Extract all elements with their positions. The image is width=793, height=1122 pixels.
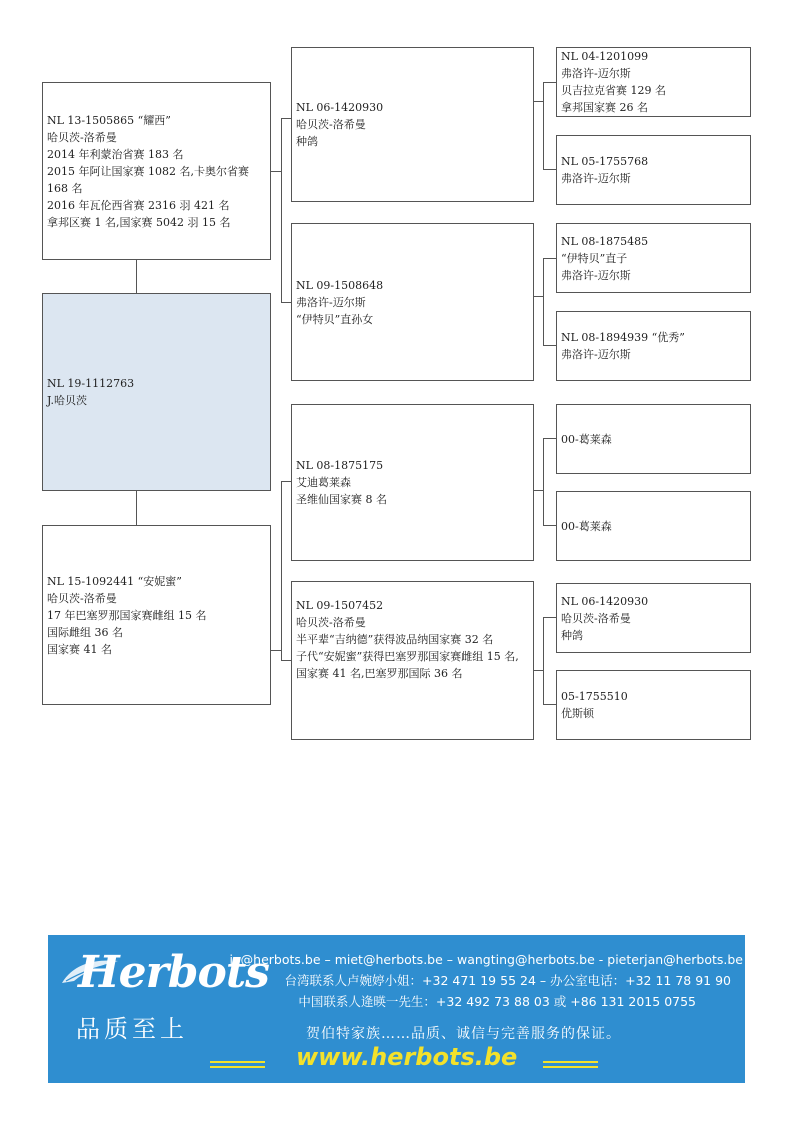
contact-block (228, 949, 743, 1012)
pedigree-box-dd-sire (556, 583, 751, 653)
breeder: 弗洛许-迈尔斯 (296, 295, 366, 309)
ring-number: NL 05-1755768 (561, 155, 649, 168)
result: 国际雌组 36 名 (47, 625, 123, 639)
pedigree-box-ds-sire (556, 404, 751, 474)
connector (533, 670, 543, 671)
connector (543, 525, 556, 526)
connector (136, 260, 137, 293)
note: “伊特贝”直子 (561, 251, 628, 265)
result: 2015 年阿让国家赛 1082 名,卡奥尔省赛 168 名 (47, 164, 249, 195)
connector (136, 491, 137, 525)
connector (543, 704, 556, 705)
connector (281, 118, 282, 303)
ring-number: 00-葛莱森 (561, 432, 612, 446)
pedigree-box-sire-sire (291, 47, 534, 202)
breeder: 弗洛许-迈尔斯 (561, 348, 631, 361)
result: 17 年巴塞罗那国家赛雌组 15 名 (47, 608, 207, 622)
connector (270, 650, 281, 651)
breeder: 哈贝茨-洛希曼 (47, 591, 117, 605)
breeder: 哈贝茨-洛希曼 (296, 616, 366, 629)
connector (543, 617, 544, 705)
note: 种鸽 (296, 135, 318, 148)
ring-number: NL 06-1420930 (561, 594, 649, 608)
breeder: 弗洛许-迈尔斯 (561, 268, 631, 282)
ring-number: NL 06-1420930 (296, 101, 384, 114)
connector (543, 169, 556, 170)
pedigree-box-ss-sire (556, 47, 751, 117)
pedigree-box-sire (42, 82, 271, 260)
result: 拿邦区赛 1 名,国家赛 5042 羽 15 名 (47, 215, 231, 229)
breeder: 哈贝茨-洛希曼 (561, 611, 631, 625)
connector (543, 345, 556, 346)
connector (281, 118, 291, 119)
connector (270, 171, 281, 172)
herbots-logo: Herbots (78, 947, 269, 998)
pedigree-box-sd-sire (556, 223, 751, 293)
breeder: 哈贝茨-洛希曼 (47, 130, 117, 144)
ring-number: NL 04-1201099 (561, 50, 649, 63)
connector (533, 490, 543, 491)
pedigree-box-ss-dam (556, 135, 751, 205)
result: 2014 年利蒙治省赛 183 名 (47, 147, 184, 161)
connector (543, 438, 556, 439)
pedigree-box-sd-dam (556, 311, 751, 381)
slogan: 品质至上 (76, 1015, 188, 1043)
pedigree-box-ds-dam (556, 491, 751, 561)
note: 半平辈“吉纳德”获得波品纳国家赛 32 名 (296, 633, 494, 646)
connector (533, 101, 543, 102)
connector (543, 617, 556, 618)
connector (281, 660, 291, 661)
connector (281, 302, 291, 303)
pedigree-box-dam-sire (291, 404, 534, 561)
ring-number: NL 09-1507452 (296, 599, 384, 612)
result: 2016 年瓦伦西省赛 2316 羽 421 名 (47, 198, 230, 212)
pedigree-box-sire-dam (291, 223, 534, 381)
owner: J.哈贝茨 (47, 394, 88, 407)
ring-number: NL 08-1875485 (561, 234, 649, 248)
note: “伊特贝”直孙女 (296, 312, 374, 326)
contact-china: 中国联系人逄暎一先生：+32 492 73 88 03 或 +86 131 2015 0755 (298, 994, 696, 1009)
decorative-line-left (210, 1061, 265, 1063)
note: 种鸽 (561, 628, 583, 642)
ring-number: NL 08-1875175 (296, 459, 384, 472)
decorative-line-right (543, 1066, 598, 1068)
breeder: 优斯顿 (561, 707, 594, 720)
contact-emails[interactable]: jo@herbots.be – miet@herbots.be – wangting@herbots.be - pieterjan@herbots.be (229, 952, 743, 967)
pedigree-box-dam (42, 525, 271, 705)
website-link[interactable]: www.herbots.be (296, 1043, 518, 1071)
breeder: 哈贝茨-洛希曼 (296, 118, 366, 131)
result: 圣维仙国家赛 8 名 (296, 493, 387, 506)
tagline: 贺伯特家族……品质、诚信与完善服务的保证。 (306, 1026, 621, 1042)
connector (543, 258, 556, 259)
pedigree-box-dam-dam (291, 581, 534, 740)
ring-number: NL 13-1505865 “耀西” (47, 113, 171, 127)
breeder: 弗洛许-迈尔斯 (561, 172, 631, 185)
ring-number: NL 09-1508648 (296, 278, 384, 292)
ring-number: NL 15-1092441 “安妮蜜” (47, 574, 182, 588)
connector (281, 481, 291, 482)
connector (543, 82, 556, 83)
pedigree-box-dd-dam (556, 670, 751, 740)
result: 贝吉拉克省赛 129 名 (561, 84, 666, 97)
ring-number: NL 19-1112763 (47, 377, 135, 390)
connector (543, 82, 544, 170)
note: 子代“安妮蜜”获得巴塞罗那国家赛雌组 15 名,国家赛 41 名,巴塞罗那国际 36 名 (296, 650, 519, 680)
result: 拿邦国家赛 26 名 (561, 101, 648, 114)
result: 国家赛 41 名 (47, 642, 112, 656)
connector (543, 258, 544, 346)
ring-number: NL 08-1894939 “优秀” (561, 331, 685, 344)
ring-number: 05-1755510 (561, 690, 628, 703)
contact-taiwan: 台湾联系人卢婉婷小姐：+32 471 19 55 24 – 办公室电话：+32 11 78 91 90 (284, 973, 731, 988)
connector (281, 481, 282, 661)
breeder: 艾迪葛莱森 (296, 476, 351, 489)
footer-banner (48, 935, 745, 1083)
decorative-line-left (210, 1066, 265, 1068)
ring-number: 00-葛莱森 (561, 519, 612, 533)
pedigree-box-subject (42, 293, 271, 491)
connector (533, 296, 543, 297)
breeder: 弗洛许-迈尔斯 (561, 67, 631, 80)
decorative-line-right (543, 1061, 598, 1063)
connector (543, 438, 544, 526)
